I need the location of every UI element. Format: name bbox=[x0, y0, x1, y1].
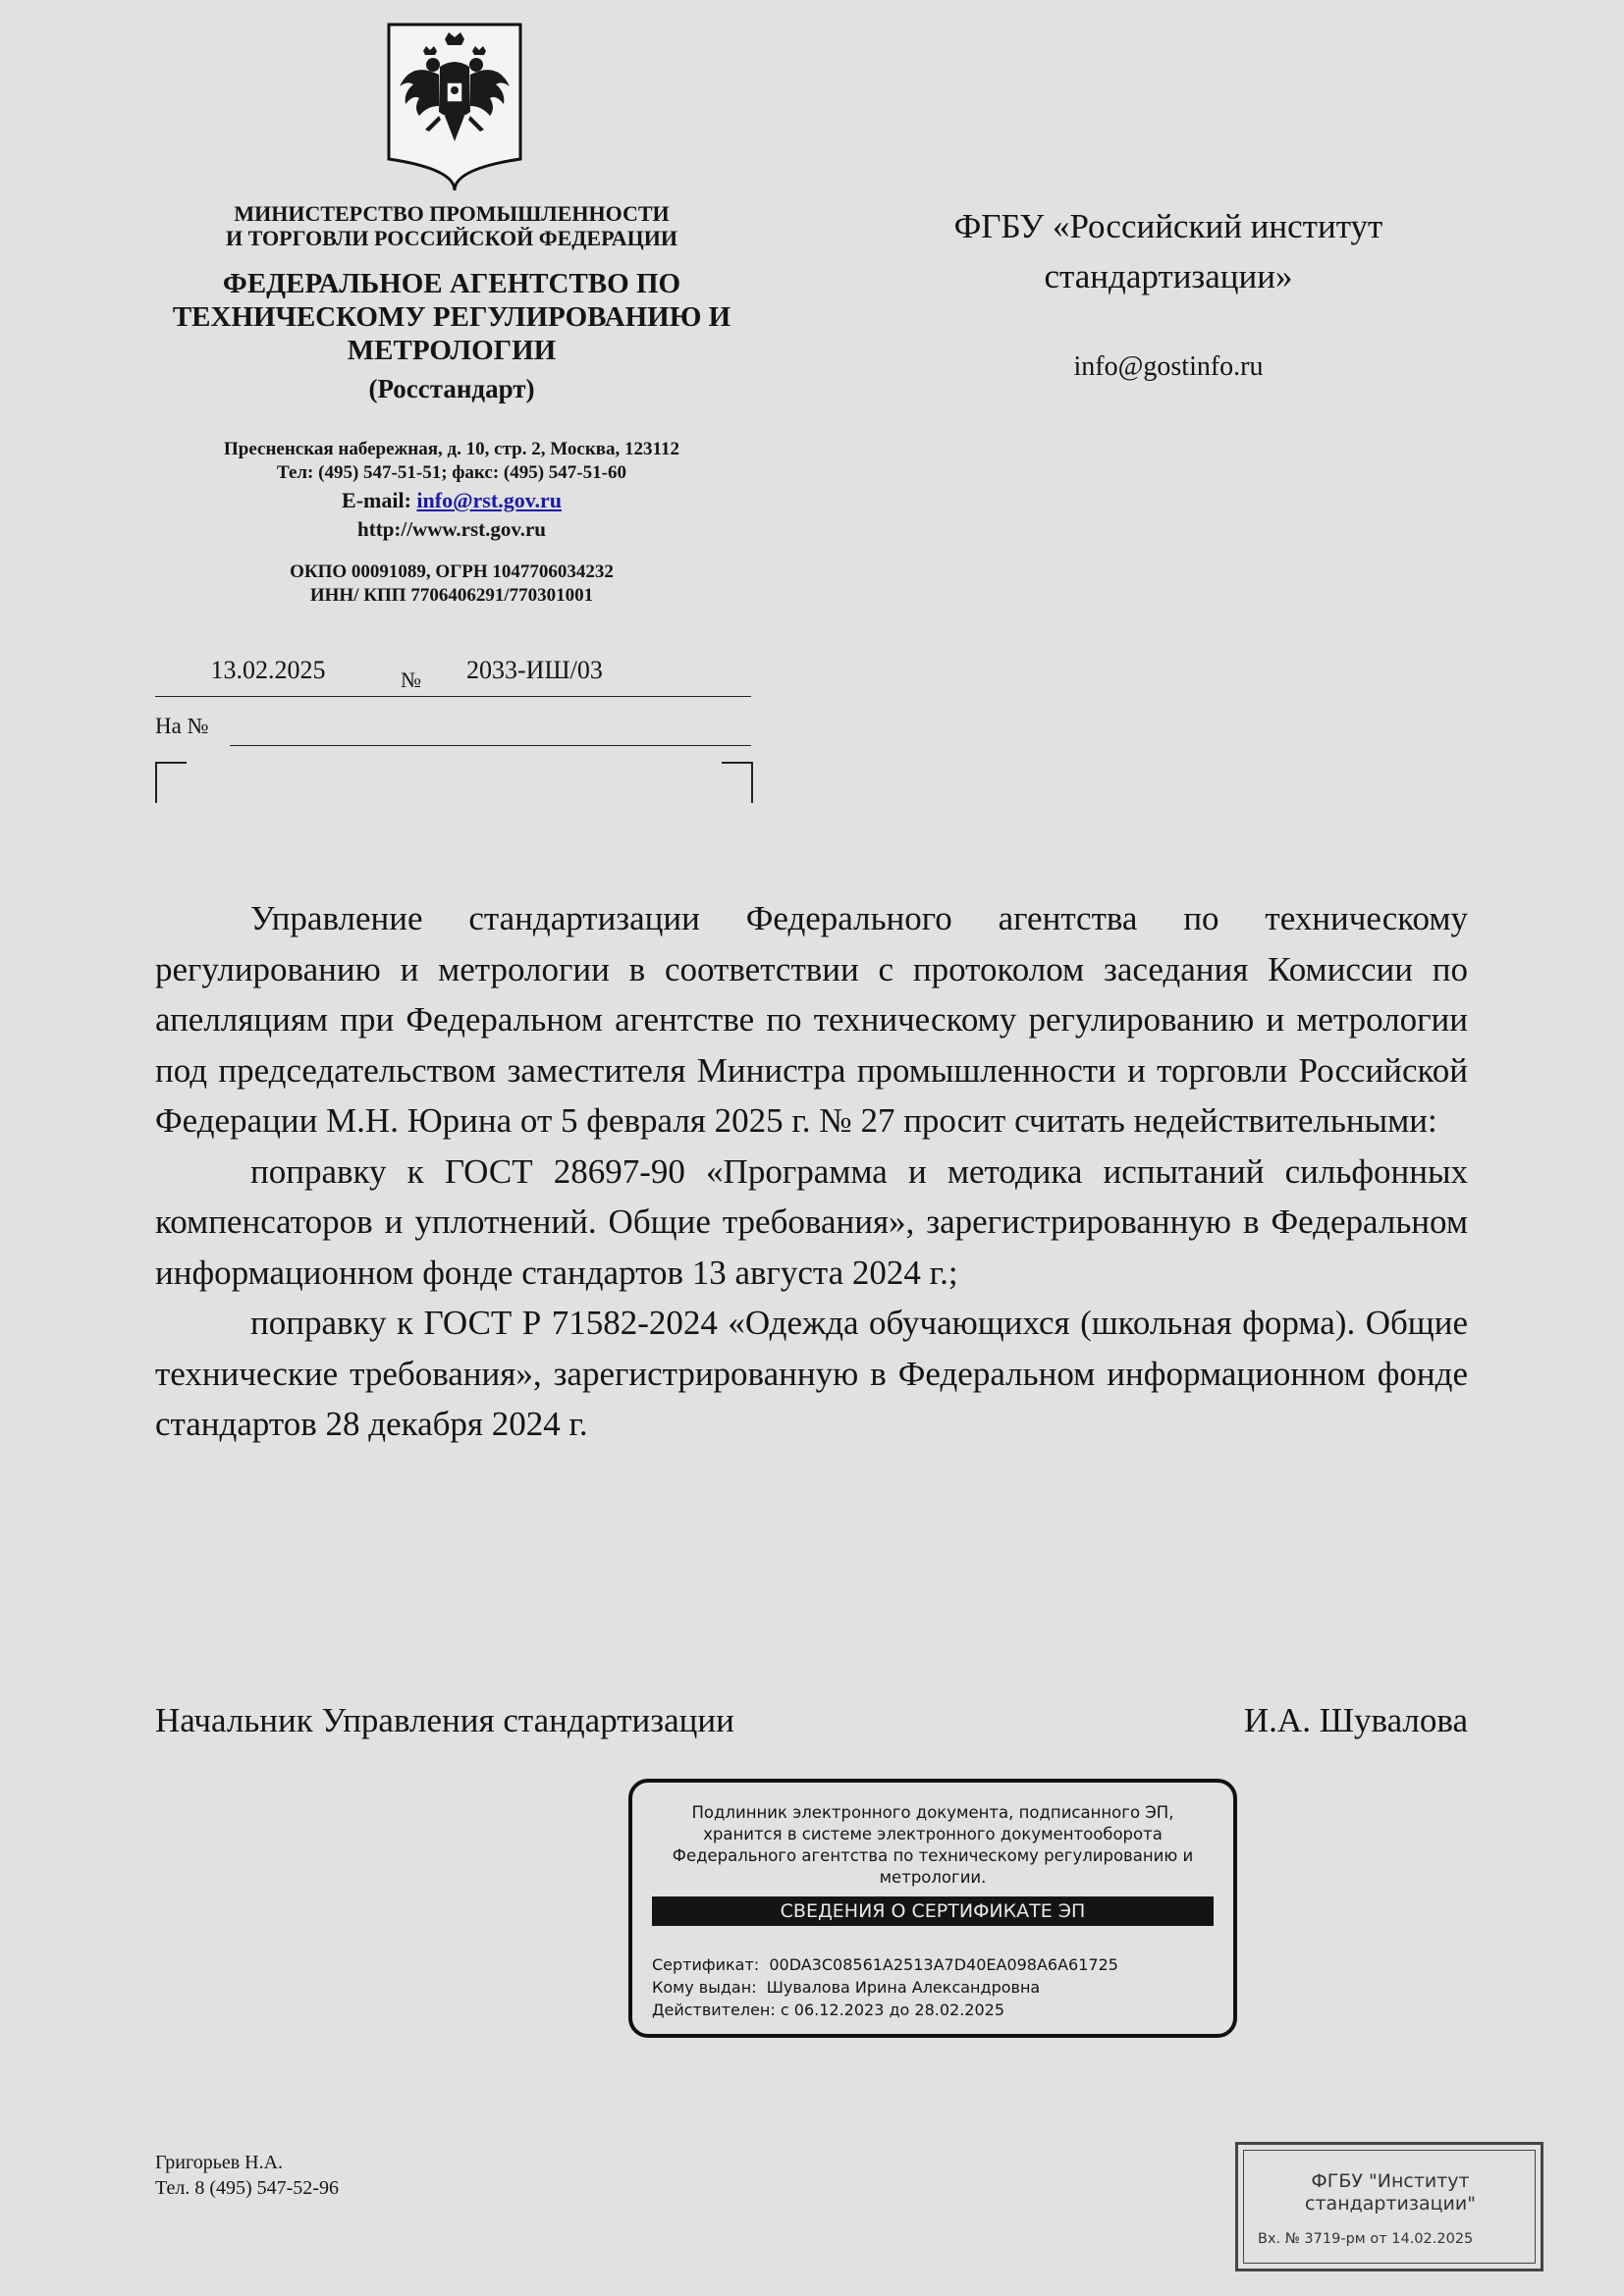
incoming-org bbox=[1305, 2170, 1476, 2216]
ministry-line-1: МИНИСТЕРСТВО ПРОМЫШЛЕННОСТИ bbox=[234, 201, 670, 226]
letter-body bbox=[155, 893, 1468, 1450]
executor-name: Григорьев Н.А. bbox=[155, 2152, 284, 2173]
agency-phones: Тел: (495) 547-51-51; факс: (495) 547-51-60 bbox=[277, 462, 626, 483]
agency-website: http://www.rst.gov.ru bbox=[357, 517, 546, 541]
body-paragraph-1: Управление стандартизации Федерального агентства по техническому регулированию и метрологии в соответствии с протоколом заседания Комиссии по апелляциям при Федеральном агентстве по техническому регулированию и метрологии под председательством заместителя Министра промышленности и торговли Российской Федерации М.Н. Юрина от 5 февраля 2025 г. № 27 просит считать недействительными: bbox=[155, 899, 1468, 1140]
valid-value: с 06.12.2023 до 28.02.2025 bbox=[780, 2001, 1004, 2019]
agency-address: Пресненская набережная, д. 10, стр. 2, Москва, 123112 bbox=[224, 439, 679, 459]
esign-line-1: Подлинник электронного документа, подписанного ЭП, bbox=[691, 1803, 1174, 1822]
agency-address-block bbox=[137, 438, 766, 485]
reply-to-label: На № bbox=[155, 714, 209, 738]
address-corner-left bbox=[155, 762, 187, 803]
body-paragraph-2: поправку к ГОСТ 28697-90 «Программа и методика испытаний сильфонных компенсаторов и уплотнений. Общие требования», зарегистрированную в Федеральном информационном фонде стандартов 13 августа 2024 г.; bbox=[155, 1151, 1468, 1292]
agency-line-3: МЕТРОЛОГИИ bbox=[347, 335, 557, 366]
incoming-org-line-2: стандартизации" bbox=[1305, 2193, 1476, 2215]
valid-label: Действителен: bbox=[652, 2001, 776, 2019]
reply-to-line bbox=[230, 745, 751, 746]
outgoing-number: 2033-ИШ/03 bbox=[442, 651, 751, 697]
addressee-line-1: ФГБУ «Российский институт bbox=[953, 207, 1383, 245]
agency-codes bbox=[137, 561, 766, 608]
agency-short-name: (Росстандарт) bbox=[368, 374, 535, 403]
body-paragraph-3: поправку к ГОСТ Р 71582-2024 «Одежда обучающихся (школьная форма). Общие технические требования», зарегистрированную в Федеральном информационном фонде стандартов 28 декабря 2024 г. bbox=[155, 1304, 1468, 1443]
cert-row bbox=[652, 1953, 1118, 1976]
agency-line-1: ФЕДЕРАЛЬНОЕ АГЕНТСТВО ПО bbox=[222, 268, 681, 299]
esign-banner: СВЕДЕНИЯ О СЕРТИФИКАТЕ ЭП bbox=[652, 1896, 1214, 1926]
number-sign: № bbox=[401, 667, 421, 692]
agency-email-line bbox=[137, 487, 766, 513]
issued-row bbox=[652, 1976, 1118, 1999]
cert-value: 00DA3C08561A2513A7D40EA098A6A61725 bbox=[769, 1955, 1118, 1974]
outgoing-date: 13.02.2025 bbox=[155, 651, 450, 697]
cert-label: Сертификат: bbox=[652, 1955, 760, 1974]
executor-info bbox=[155, 2150, 339, 2201]
addressee-line-2: стандартизации» bbox=[1044, 257, 1293, 295]
coat-of-arms-emblem bbox=[386, 22, 523, 193]
issued-value: Шувалова Ирина Александровна bbox=[766, 1978, 1041, 1997]
esign-line-3: Федерального агентства по техническому регулированию и bbox=[672, 1846, 1194, 1865]
signer-name: И.А. Шувалова bbox=[1243, 1701, 1468, 1739]
issued-label: Кому выдан: bbox=[652, 1978, 757, 1997]
incoming-org-line-1: ФГБУ "Институт bbox=[1311, 2170, 1470, 2192]
inn-kpp: ИНН/ КПП 7706406291/770301001 bbox=[309, 585, 594, 606]
esign-stamp-header bbox=[632, 1802, 1233, 1889]
addressee-email: info@gostinfo.ru bbox=[1073, 351, 1264, 382]
address-corner-right bbox=[722, 762, 753, 803]
ministry-name bbox=[137, 201, 766, 250]
addressee bbox=[854, 201, 1483, 301]
esign-cert-info bbox=[652, 1953, 1118, 2021]
agency-email-link[interactable]: info@rst.gov.ru bbox=[416, 488, 562, 512]
okpo-ogrn: ОКПО 00091089, ОГРН 1047706034232 bbox=[290, 561, 614, 582]
signer-position: Начальник Управления стандартизации bbox=[155, 1701, 734, 1739]
agency-name bbox=[137, 267, 766, 367]
esign-stamp bbox=[628, 1779, 1237, 2038]
email-label: E-mail: bbox=[342, 488, 417, 512]
incoming-registration-stamp bbox=[1235, 2142, 1543, 2271]
esign-line-4: метрологии. bbox=[879, 1868, 987, 1887]
valid-row bbox=[652, 1999, 1118, 2021]
agency-line-2: ТЕХНИЧЕСКОМУ РЕГУЛИРОВАНИЮ И bbox=[172, 301, 731, 333]
incoming-reg-number: Вх. № 3719-рм от 14.02.2025 bbox=[1258, 2231, 1474, 2247]
ministry-line-2: И ТОРГОВЛИ РОССИЙСКОЙ ФЕДЕРАЦИИ bbox=[226, 226, 677, 250]
esign-line-2: хранится в системе электронного документооборота bbox=[703, 1825, 1163, 1843]
executor-phone: Тел. 8 (495) 547-52-96 bbox=[155, 2177, 339, 2199]
